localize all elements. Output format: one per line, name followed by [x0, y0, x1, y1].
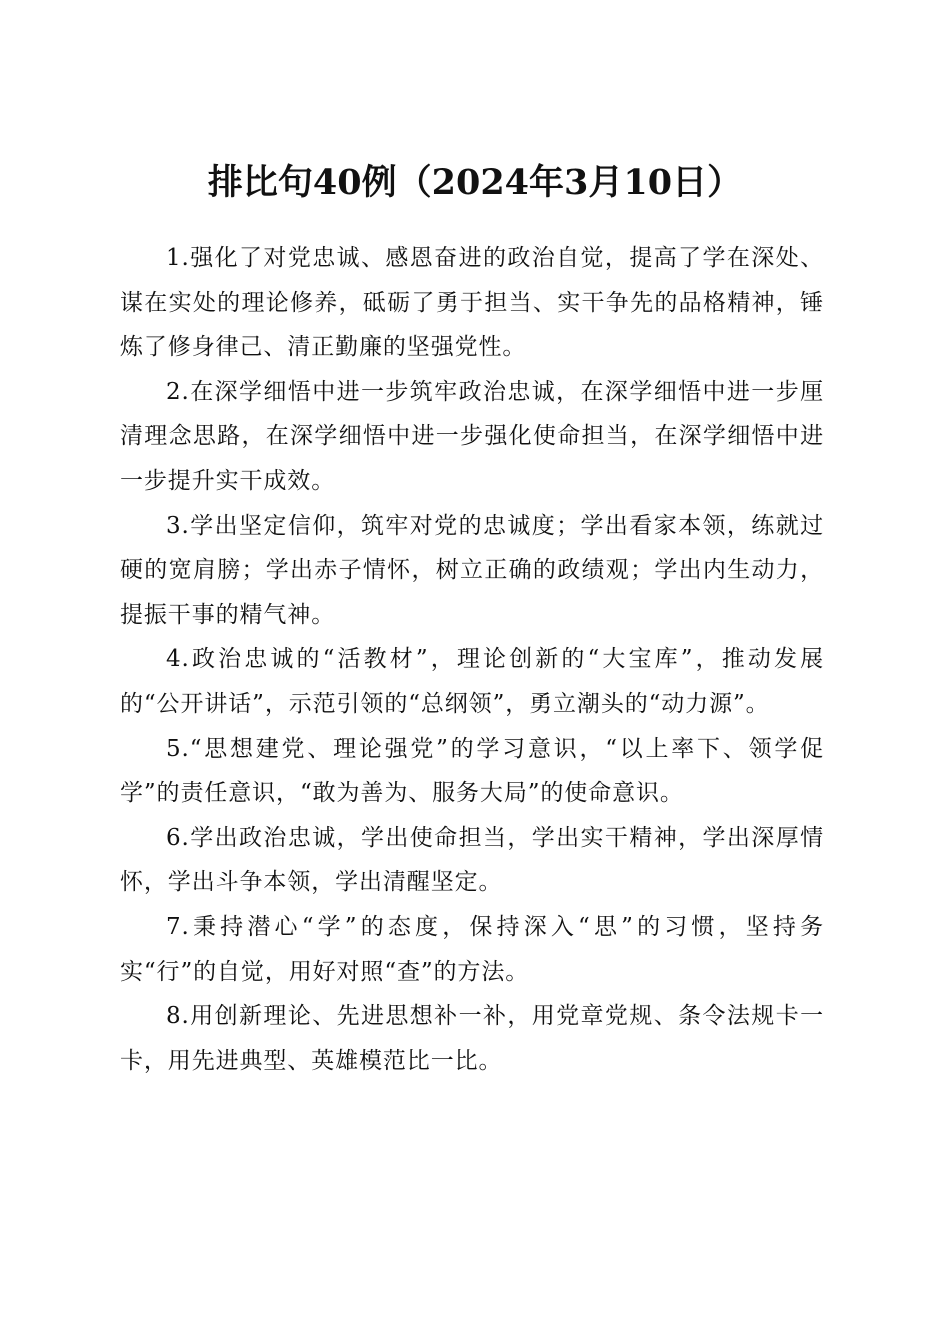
paragraph-5: 5.“思想建党、理论强党”的学习意识，“以上率下、领学促学”的责任意识，“敢为善为、服务大局”的使命意识。	[120, 735, 824, 807]
paragraph-2: 2.在深学细悟中进一步筑牢政治忠诚，在深学细悟中进一步厘清理念思路，在深学细悟中进一步强化使命担当，在深学细悟中进一步提升实干成效。	[120, 378, 824, 494]
paragraph-7: 7.秉持潜心“学”的态度，保持深入“思”的习惯，坚持务实“行”的自觉，用好对照“查”的方法。	[120, 913, 824, 985]
paragraph-6: 6.学出政治忠诚，学出使命担当，学出实干精神，学出深厚情怀，学出斗争本领，学出清醒坚定。	[120, 824, 824, 896]
paragraph-1: 1.强化了对党忠诚、感恩奋进的政治自觉，提高了学在深处、谋在实处的理论修养，砥砺了勇于担当、实干争先的品格精神，锤炼了修身律己、清正勤廉的坚强党性。	[120, 245, 824, 361]
paragraph-4: 4.政治忠诚的“活教材”，理论创新的“大宝库”，推动发展的“公开讲话”，示范引领的“总纲领”，勇立潮头的“动力源”。	[120, 646, 824, 717]
paragraph-8: 8.用创新理论、先进思想补一补，用党章党规、条令法规卡一卡，用先进典型、英雄模范比一比。	[120, 1003, 824, 1074]
document-title: 排比句40例（2024年3月10日）	[207, 162, 743, 204]
paragraph-3: 3.学出坚定信仰，筑牢对党的忠诚度；学出看家本领，练就过硬的宽肩膀；学出赤子情怀，树立正确的政绩观；学出内生动力，提振干事的精气神。	[120, 512, 824, 628]
document-body	[120, 236, 824, 1083]
